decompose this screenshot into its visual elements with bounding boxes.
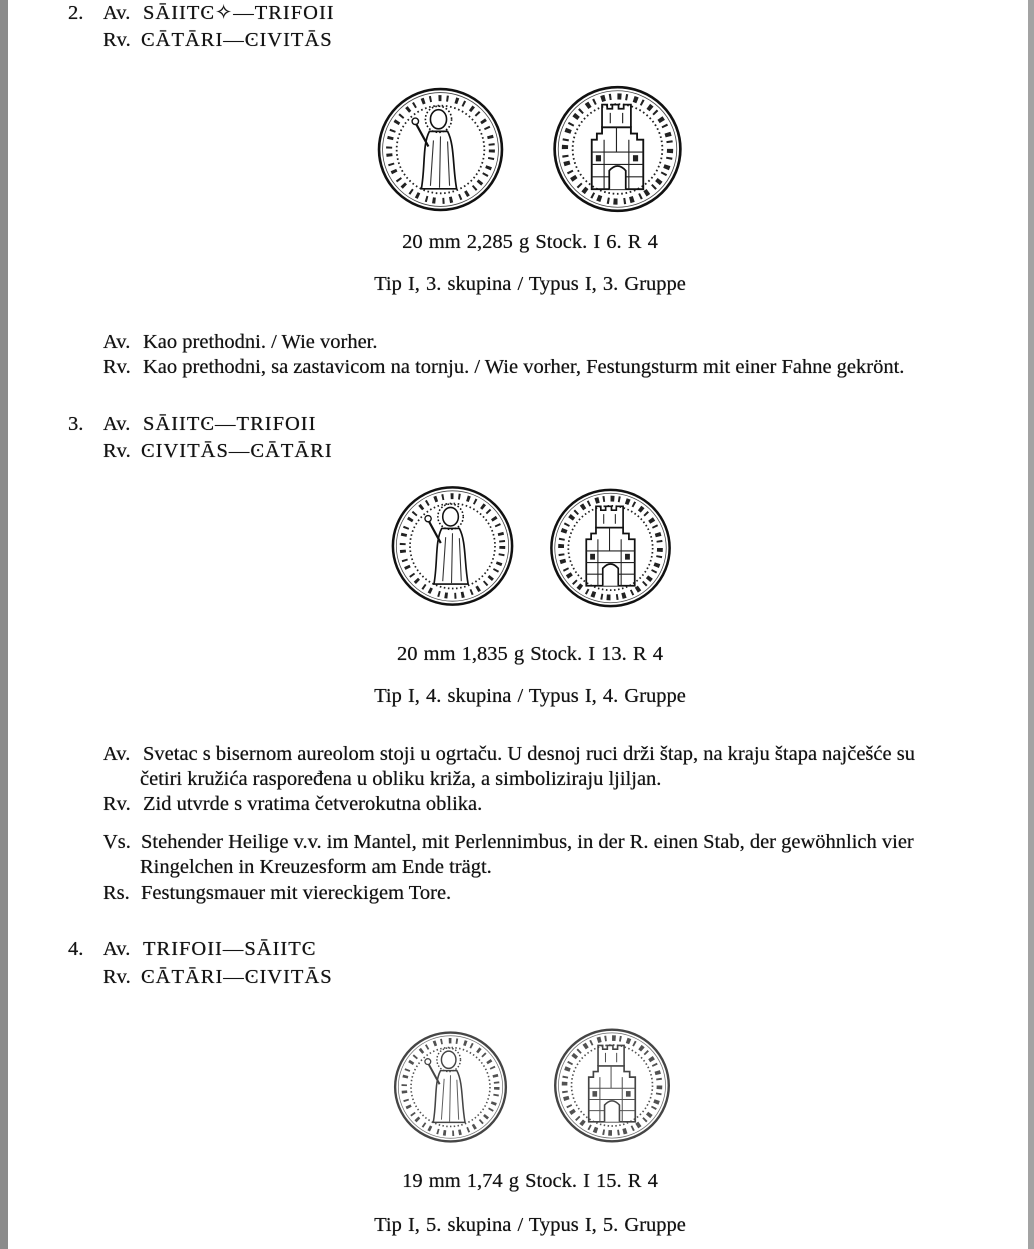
type-group-heading: Tip I, 5. skupina / Typus I, 5. Gruppe xyxy=(374,1214,686,1236)
entry-number: 2. xyxy=(68,2,84,24)
type-group-heading: Tip I, 4. skupina / Typus I, 4. Gruppe xyxy=(374,685,686,707)
obverse-legend: SĀIITϾ—TRIFOII xyxy=(143,413,317,435)
description-label: Av. xyxy=(103,743,131,765)
entry-number: 4. xyxy=(68,938,84,960)
scan-edge-right xyxy=(1028,0,1034,1249)
obverse-label: Av. xyxy=(103,2,131,24)
description-text: Kao prethodni, sa zastavicom na tornju. / Wie vorher, Festungsturm mit einer Fahne gekrönt. xyxy=(143,356,905,378)
reverse-label: Rv. xyxy=(103,966,131,988)
description-text: Kao prethodni. / Wie vorher. xyxy=(143,331,378,353)
description-label: Rv. xyxy=(103,793,131,815)
scan-edge-left xyxy=(0,0,8,1249)
obverse-legend: TRIFOII—SĀIITϾ xyxy=(143,938,317,960)
description-text: Stehender Heilige v.v. im Mantel, mit Perlennimbus, in der R. einen Stab, der gewöhnlich vier xyxy=(141,831,914,853)
obverse-legend: SĀIITϾ✧—TRIFOII xyxy=(143,2,335,24)
coin-4-reverse-image xyxy=(543,1025,681,1146)
coin-4-obverse-image xyxy=(385,1028,516,1146)
description-label: Vs. xyxy=(103,831,131,853)
type-group-heading: Tip I, 3. skupina / Typus I, 3. Gruppe xyxy=(374,273,686,295)
reverse-label: Rv. xyxy=(103,440,131,462)
coin-measurements: 20 mm 1,835 g Stock. I 13. R 4 xyxy=(397,643,663,665)
description-text: Svetac s bisernom aureolom stoji u ogrtaču. U desnoj ruci drži štap, na kraju štapa najčešće su xyxy=(143,743,915,765)
description-text: Zid utvrde s vratima četverokutna oblika. xyxy=(143,793,483,815)
reverse-label: Rv. xyxy=(103,29,131,51)
entry-number: 3. xyxy=(68,413,84,435)
coin-3-reverse-image xyxy=(545,485,676,611)
coin-2-reverse-image xyxy=(550,82,685,216)
coin-3-obverse-image xyxy=(389,480,516,612)
coin-measurements: 19 mm 1,74 g Stock. I 15. R 4 xyxy=(402,1170,658,1192)
reverse-legend: ϾĀTĀRI—ϾIVITĀS xyxy=(141,966,333,988)
obverse-label: Av. xyxy=(103,938,131,960)
coin-2-obverse-image xyxy=(375,84,506,215)
reverse-legend: ϾIVITĀS—ϾĀTĀRI xyxy=(141,440,333,462)
description-label: Av. xyxy=(103,331,131,353)
obverse-label: Av. xyxy=(103,413,131,435)
coin-measurements: 20 mm 2,285 g Stock. I 6. R 4 xyxy=(402,231,658,253)
description-text: Festungsmauer mit viereckigem Tore. xyxy=(141,882,452,904)
description-label: Rv. xyxy=(103,356,131,378)
description-continuation: četiri kružića raspoređena u obliku križa, a simboliziraju ljiljan. xyxy=(140,768,662,790)
reverse-legend: ϾĀTĀRI—ϾIVITĀS xyxy=(141,29,333,51)
description-continuation: Ringelchen in Kreuzesform am Ende trägt. xyxy=(140,856,492,878)
description-label: Rs. xyxy=(103,882,130,904)
